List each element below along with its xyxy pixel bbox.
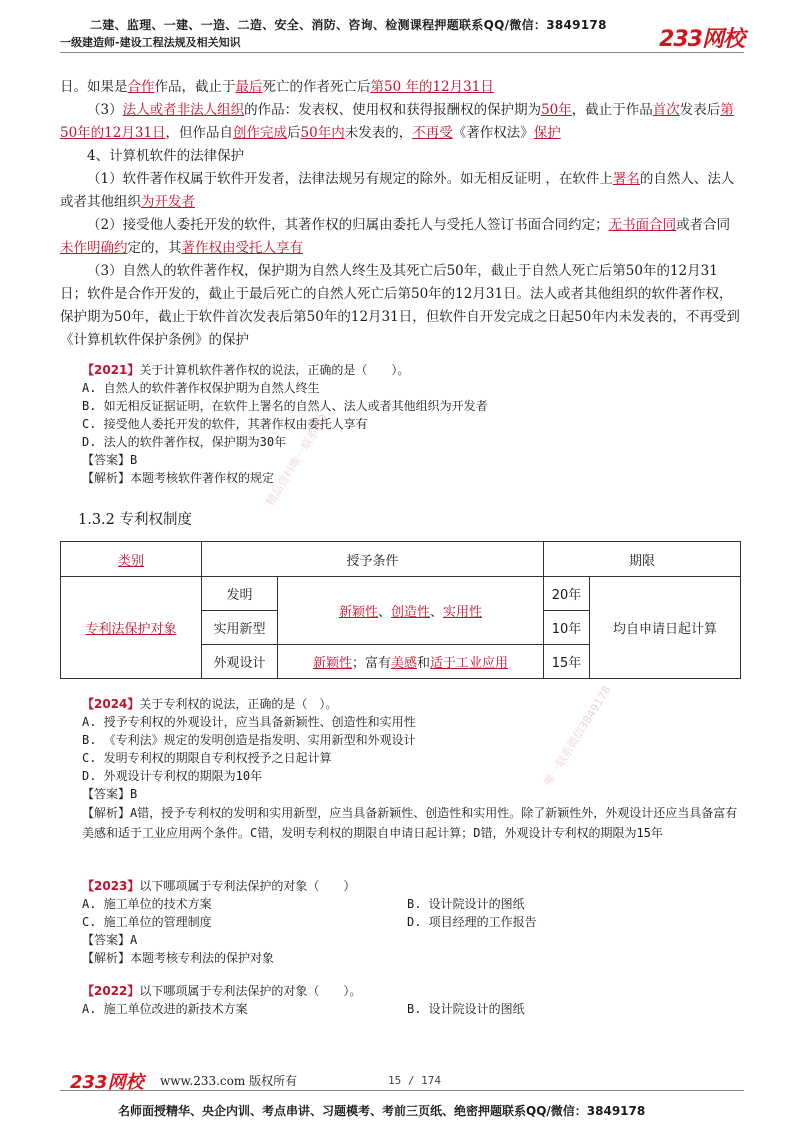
body-text <box>60 76 742 352</box>
option-b: B. 如无相反证据证明，在软件上署名的自然人、法人或者其他组织为开发者 <box>82 399 488 413</box>
question-2023 <box>82 877 742 967</box>
option-d: D. 法人的软件著作权，保护期为30年 <box>82 435 287 449</box>
cell-invention: 发明 <box>202 577 278 611</box>
footer-logo: 233网校 <box>70 1072 144 1093</box>
analysis: 【解析】A错，授予专利权的发明和实用新型，应当具备新颖性、创造性和实用性。除了新颖性外，外观设计还应当具备富有美感和适于工业应用两个条件。C错，发明专利权的期限自申请日起计算；D错，外观设计专利权的期限为15年 <box>82 806 738 840</box>
option-a: A. 施工单位改进的新技术方案 <box>82 1002 248 1016</box>
header-subject: 一级建造师-建设工程法规及相关知识 <box>60 36 241 49</box>
header-conditions: 授予条件 <box>202 542 544 577</box>
watermark: 精品资料唯一联系QQ <box>263 411 331 508</box>
options-row-2 <box>82 913 742 931</box>
watermark: 唯一联系微信3849178 <box>541 683 614 788</box>
paragraph-software-developer: （1）软件著作权属于软件开发者，法律法规另有规定的除外。如无相反证明 ，在软件上署名的自然人、法人或者其他组织为开发者 <box>60 171 735 210</box>
question-stem: 【2021】关于计算机软件著作权的说法，正确的是（ ）。 <box>82 363 410 377</box>
option-a: A. 授予专利权的外观设计，应当具备新颖性、创造性和实用性 <box>82 715 416 729</box>
option-c: C. 发明专利权的期限自专利权授予之日起计算 <box>82 751 332 765</box>
header-divider <box>60 52 744 53</box>
question-2022 <box>82 982 742 1018</box>
header-category: 类别 <box>61 542 202 577</box>
header-term: 期限 <box>544 542 741 577</box>
answer: 【答案】A <box>82 933 138 947</box>
cell-utility: 实用新型 <box>202 611 278 645</box>
footer-divider <box>60 1090 744 1091</box>
option-d: D. 项目经理的工作报告 <box>407 915 537 929</box>
cell-design: 外观设计 <box>202 645 278 679</box>
option-c: C. 施工单位的管理制度 <box>82 915 212 929</box>
header-promo-line: 二建、监理、一建、一造、二造、安全、消防、咨询、检测课程押题联系QQ/微信：3849178 <box>90 18 607 32</box>
option-b: B. 设计院设计的图纸 <box>407 1002 525 1016</box>
cell-category: 专利法保护对象 <box>61 577 202 679</box>
answer: 【答案】B <box>82 453 138 467</box>
cell-term-design: 15年 <box>544 645 590 679</box>
cell-conditions-design: 新颖性；富有美感和适于工业应用 <box>278 645 544 679</box>
option-b: B. 《专利法》规定的发明创造是指发明、实用新型和外观设计 <box>82 733 416 747</box>
paragraph-legal-person-works: （3）法人或者非法人组织的作品：发表权、使用权和获得报酬权的保护期为50年，截止于作品首次发表后第50年的12月31日，但作品自创作完成后50年内未发表的，不再受《著作权法》保护 <box>60 102 734 141</box>
cell-conditions-invention-utility: 新颖性、创造性、实用性 <box>278 577 544 645</box>
page-number: 15 / 174 <box>388 1074 441 1087</box>
cell-term-utility: 10年 <box>544 611 590 645</box>
options-row-1 <box>82 1000 742 1018</box>
option-a: A. 自然人的软件著作权保护期为自然人终生 <box>82 381 320 395</box>
option-a: A. 施工单位的技术方案 <box>82 897 212 911</box>
heading-software-protection: 4、计算机软件的法律保护 <box>87 148 245 164</box>
cell-term-invention: 20年 <box>544 577 590 611</box>
option-d: D. 外观设计专利权的期限为10年 <box>82 769 263 783</box>
option-b: B. 设计院设计的图纸 <box>407 897 525 911</box>
footer-site: www.233.com 版权所有 <box>160 1074 298 1088</box>
cell-term-start: 均自申请日起计算 <box>590 577 741 679</box>
brand-logo: 233网校 <box>659 27 744 52</box>
paragraph-copyright-term: 日。如果是合作作品，截止于最后死亡的作者死亡后第50 年的12月31日 <box>60 79 494 95</box>
option-c: C. 接受他人委托开发的软件，其著作权由委托人享有 <box>82 417 368 431</box>
paragraph-commissioned-software: （2）接受他人委托开发的软件，其著作权的归属由委托人与受托人签订书面合同约定；无书面合同或者合同未作明确约定的，其著作权由受托人享有 <box>60 217 731 256</box>
question-stem: 【2024】关于专利权的说法，正确的是（ ）。 <box>82 697 338 711</box>
analysis: 【解析】本题考核专利法的保护对象 <box>82 951 275 965</box>
question-stem: 【2023】以下哪项属于专利法保护的对象（ ） <box>82 879 356 893</box>
paragraph-software-term: （3）自然人的软件著作权，保护期为自然人终生及其死亡后50年，截止于自然人死亡后第50年的12月31日；软件是合作开发的，截止于最后死亡的自然人死亡后第50年的12月31日。法人或者其他组织的软件著作权，保护期为50年，截止于软件首次发表后第50年的12月31日，但软件自开发完成之日起50年内未发表的，不再受到《计算机软件保护条例》的保护 <box>60 263 740 348</box>
section-title: 1.3.2 专利权制度 <box>78 512 193 528</box>
question-stem: 【2022】以下哪项属于专利法保护的对象（ ）。 <box>82 984 362 998</box>
patent-table <box>60 541 741 679</box>
footer-promo-line: 名师面授精华、央企内训、考点串讲、习题模考、考前三页纸、绝密押题联系QQ/微信：3849178 <box>118 1104 646 1118</box>
answer: 【答案】B <box>82 787 138 801</box>
question-2024 <box>82 695 742 843</box>
analysis: 【解析】本题考核软件著作权的规定 <box>82 471 275 485</box>
question-2021 <box>82 361 742 487</box>
options-row-1 <box>82 895 742 913</box>
